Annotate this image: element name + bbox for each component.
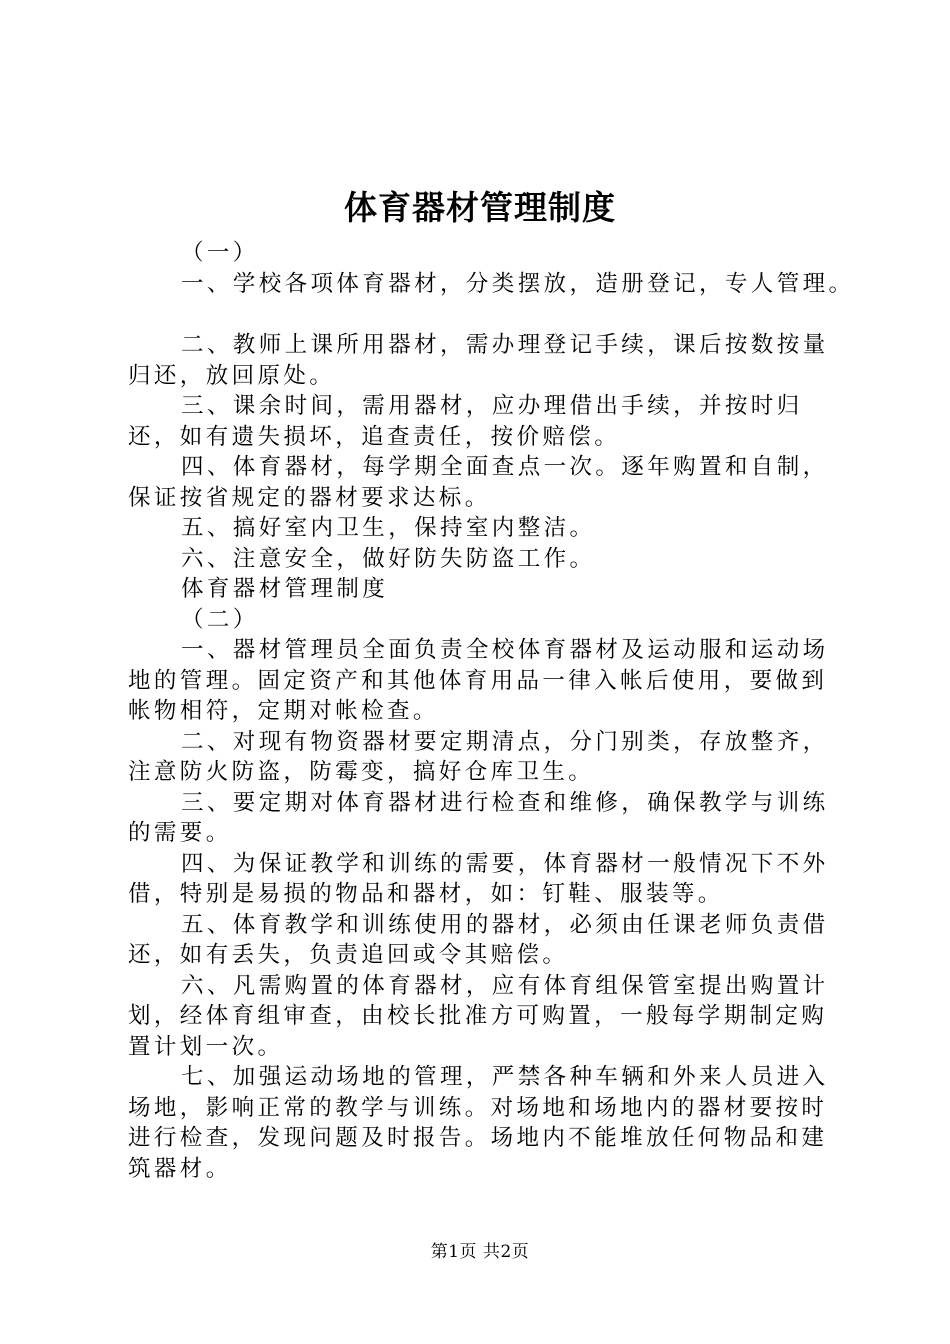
paragraph: 三、要定期对体育器材进行检查和维修，确保教学与训练的需要。 <box>128 789 829 846</box>
paragraph: 四、为保证教学和训练的需要，体育器材一般情况下不外借，特别是易损的物品和器材，如：钉鞋、服装等。 <box>128 850 829 907</box>
paragraph: 六、注意安全，做好防失防盗工作。 <box>181 545 596 572</box>
paragraph: 五、体育教学和训练使用的器材，必须由任课老师负责借还，如有丢失，负责追回或令其赔偿。 <box>128 911 829 968</box>
section-heading-1: （一） <box>181 240 259 266</box>
paragraph: 六、凡需购置的体育器材，应有体育组保管室提出购置计划，经体育组审查，由校长批准方可购置，一般每学期制定购置计划一次。 <box>128 972 829 1060</box>
document-title: 体育器材管理制度 <box>344 188 616 227</box>
page-footer: 第1页 共2页 <box>430 1242 530 1262</box>
paragraph: 三、课余时间，需用器材，应办理借出手续，并按时归还，如有遗失损坏，追查责任，按价赔偿。 <box>128 393 803 450</box>
section-heading-2: （二） <box>181 606 259 633</box>
paragraph: 一、学校各项体育器材，分类摆放，造册登记，专人管理。 <box>181 270 855 297</box>
repeated-title: 体育器材管理制度 <box>181 576 389 602</box>
paragraph: 七、加强运动场地的管理，严禁各种车辆和外来人员进入场地，影响正常的教学与训练。对场地和场地内的器材要按时进行检查，发现问题及时报告。场地内不能堆放任何物品和建筑器材。 <box>128 1064 829 1182</box>
document-body <box>128 238 855 1184</box>
paragraph: 二、对现有物资器材要定期清点，分门别类，存放整齐，注意防火防盗，防霉变，搞好仓库卫生。 <box>128 728 829 785</box>
paragraph: 二、教师上课所用器材，需办理登记手续，课后按数按量归还，放回原处。 <box>128 332 829 389</box>
paragraph: 一、器材管理员全面负责全校体育器材及运动服和运动场地的管理。固定资产和其他体育用品一律入帐后使用，要做到帐物相符，定期对帐检查。 <box>128 637 829 724</box>
paragraph: 四、体育器材，每学期全面查点一次。逐年购置和自制，保证按省规定的器材要求达标。 <box>128 454 829 511</box>
paragraph: 五、搞好室内卫生，保持室内整洁。 <box>181 515 596 541</box>
